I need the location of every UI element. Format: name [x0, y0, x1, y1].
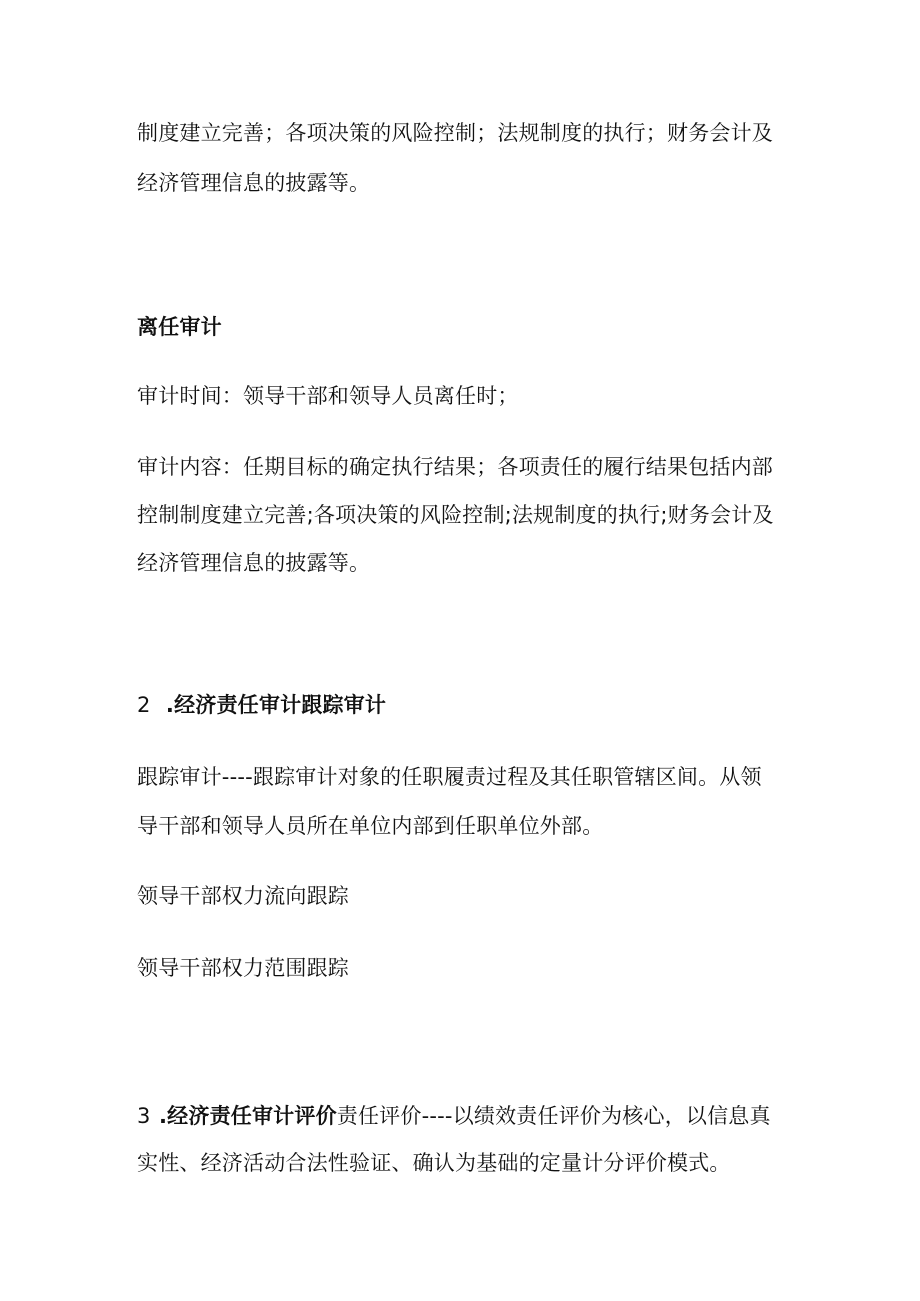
paragraph-line: 经济管理信息的披露等。 — [137, 171, 371, 195]
tracking-item: 领导干部权力流向跟踪 — [137, 884, 349, 908]
section-title: .经济责任审计评价 — [159, 1104, 337, 1128]
section-heading-evaluation — [137, 1101, 797, 1131]
section-number: 2 — [137, 693, 151, 717]
section-heading-departure-audit: 离任审计 — [137, 315, 222, 339]
section-number: 3 — [137, 1104, 151, 1128]
paragraph-line: 制度建立完善；各项决策的风险控制；法规制度的执行；财务会计及 — [137, 121, 773, 145]
tracking-desc-line: 导干部和领导人员所在单位内部到任职单位外部。 — [137, 814, 604, 838]
audit-content-line: 控制制度建立完善;各项决策的风险控制;法规制度的执行;财务会计及 — [137, 503, 774, 527]
section-title: .经济责任审计跟踪审计 — [165, 693, 387, 717]
section-heading-tracking-audit — [137, 690, 797, 720]
audit-content-line: 审计内容：任期目标的确定执行结果；各项责任的履行结果包括内部 — [137, 455, 773, 479]
audit-time-line: 审计时间：领导干部和领导人员离任时； — [137, 384, 519, 408]
evaluation-desc-line: 实性、经济活动合法性验证、确认为基础的定量计分评价模式。 — [137, 1151, 731, 1175]
tracking-item: 领导干部权力范围跟踪 — [137, 956, 349, 980]
evaluation-desc-inline: 责任评价----以绩效责任评价为核心，以信息真 — [336, 1104, 771, 1128]
tracking-desc-line: 跟踪审计----跟踪审计对象的任职履责过程及其任职管辖区间。从领 — [137, 765, 762, 789]
audit-content-line: 经济管理信息的披露等。 — [137, 551, 371, 575]
